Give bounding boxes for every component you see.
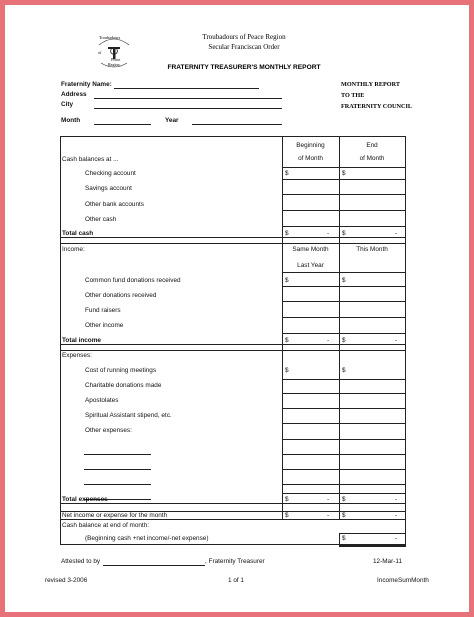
dash-value: - — [327, 337, 330, 344]
month-label: Month — [61, 117, 81, 124]
col1-header-line2: of Month — [298, 155, 323, 162]
expense-item: Charitable donations made — [85, 382, 162, 389]
dollar-sign: $ — [285, 496, 289, 503]
total-income-label: Total income — [62, 337, 101, 344]
city-label: City — [61, 101, 74, 108]
table-left-border — [60, 136, 61, 544]
dollar-sign: $ — [342, 277, 346, 284]
cell-line — [282, 194, 406, 195]
cash-item: Other bank accounts — [85, 201, 144, 208]
logo-text-peace: Peace — [111, 57, 121, 62]
final-cell-bottom-border — [339, 545, 406, 547]
cell-line — [282, 469, 406, 470]
net-income-bottom-line — [60, 519, 406, 520]
dash-value: - — [395, 535, 398, 542]
cell-line — [282, 333, 406, 334]
side-note-2: TO THE — [341, 92, 365, 99]
dash-value: - — [395, 337, 398, 344]
org-subtitle: Secular Franciscan Order — [208, 43, 280, 51]
cell-line — [282, 272, 406, 273]
fraternity-name-field[interactable] — [114, 88, 259, 89]
cash-balances-label: Cash balances at ... — [62, 156, 119, 163]
year-field[interactable] — [192, 124, 282, 125]
col2-header-line1: End — [366, 142, 378, 149]
expense-item: Spiritual Assistant stipend, etc. — [85, 412, 172, 419]
cell-line — [282, 379, 406, 380]
attested-signature-line[interactable] — [103, 565, 205, 566]
dash-value: - — [327, 512, 330, 519]
total-income-bottom-line — [60, 344, 406, 345]
dash-value: - — [395, 230, 398, 237]
dash-value: - — [395, 496, 398, 503]
col2-header-line2: of Month — [359, 155, 385, 162]
other-expense-line[interactable] — [84, 469, 151, 470]
income-item: Other income — [85, 322, 124, 329]
expense-item: Apostolates — [85, 397, 119, 404]
cell-line — [282, 439, 406, 440]
cash-end-formula: (Beginning cash +net income/-net expense) — [85, 535, 209, 542]
cell-line — [282, 210, 406, 211]
page-number: 1 of 1 — [228, 577, 244, 584]
income-col1-line2: Last Year — [297, 262, 324, 269]
total-cash-label: Total cash — [62, 230, 94, 237]
attested-label: Attested to by — [61, 558, 101, 565]
year-label: Year — [165, 117, 179, 124]
income-top-line — [60, 243, 406, 244]
dollar-sign: $ — [342, 535, 346, 542]
income-item: Fund raisers — [85, 307, 121, 314]
fraternity-name-label: Fraternity Name: — [61, 81, 112, 88]
org-name: Troubadours of Peace Region — [202, 33, 286, 41]
income-col2-header: This Month — [356, 246, 388, 253]
month-field[interactable] — [94, 124, 151, 125]
treasurer-role: , Fraternity Treasurer — [205, 558, 265, 565]
cash-item: Savings account — [85, 185, 132, 192]
other-expense-line[interactable] — [84, 454, 151, 455]
expenses-label: Expenses: — [62, 352, 92, 359]
income-item: Common fund donations received — [85, 277, 181, 284]
sheet-name: IncomeSumMonth — [377, 577, 429, 584]
cell-line — [282, 317, 406, 318]
table-right-border — [405, 136, 406, 544]
col1-header-line1: Beginning — [296, 142, 325, 149]
cell-line — [282, 301, 406, 302]
dash-value: - — [327, 230, 330, 237]
cash-end-label: Cash balance at end of month: — [62, 522, 150, 529]
cell-line — [282, 393, 406, 394]
expenses-top-line — [60, 350, 406, 351]
cell-line — [282, 286, 406, 287]
table-top-line — [60, 136, 406, 137]
dollar-sign: $ — [285, 230, 289, 237]
report-title: FRATERNITY TREASURER'S MONTHLY REPORT — [167, 64, 321, 71]
dash-value: - — [395, 512, 398, 519]
dollar-sign: $ — [342, 496, 346, 503]
dollar-sign: $ — [285, 277, 289, 284]
dollar-sign: $ — [342, 512, 346, 519]
net-income-label: Net income or expense for the month — [62, 512, 168, 519]
revised-note: revised 3-2006 — [45, 577, 88, 584]
total-cash-bottom-line — [60, 237, 406, 238]
logo-text-top: Troubadours — [99, 35, 121, 40]
dollar-sign: $ — [342, 230, 346, 237]
address-field[interactable] — [94, 98, 282, 99]
other-expense-line[interactable] — [84, 484, 151, 485]
income-item: Other donations received — [85, 292, 157, 299]
cell-line — [282, 179, 406, 180]
document-page — [5, 5, 469, 612]
cash-item: Checking account — [85, 170, 136, 177]
logo-text-of: of — [98, 50, 102, 55]
side-note-3: FRATERNITY COUNCIL — [341, 103, 412, 110]
income-col1-line1: Same Month — [292, 246, 329, 253]
cell-line — [282, 408, 406, 409]
expense-item: Other expenses: — [85, 427, 132, 434]
cell-line — [282, 493, 406, 494]
cell-line — [282, 226, 406, 227]
final-cell-top-border — [339, 533, 405, 534]
col1-left-border — [282, 136, 283, 519]
dollar-sign: $ — [285, 512, 289, 519]
city-field[interactable] — [94, 108, 282, 109]
col2-left-border — [339, 136, 340, 519]
cell-line — [282, 423, 406, 424]
dollar-sign: $ — [342, 367, 346, 374]
report-date: 12-Mar-11 — [373, 558, 403, 565]
cell-line — [282, 167, 406, 168]
dollar-sign: $ — [342, 337, 346, 344]
final-cell-left-border — [339, 533, 340, 544]
expense-item: Cost of running meetings — [85, 367, 157, 374]
side-note-1: MONTHLY REPORT — [341, 81, 400, 88]
cell-line — [282, 484, 406, 485]
dollar-sign: $ — [285, 337, 289, 344]
total-expenses-label: Total expenses — [62, 496, 108, 503]
cell-line — [282, 454, 406, 455]
income-label: Income: — [62, 246, 85, 253]
cash-item: Other cash — [85, 216, 117, 223]
dash-value: - — [327, 496, 330, 503]
total-expenses-bottom-line — [60, 503, 406, 504]
address-label: Address — [61, 91, 87, 98]
dollar-sign: $ — [285, 367, 289, 374]
logo-text-region: Region — [108, 62, 120, 67]
dollar-sign: $ — [285, 170, 289, 177]
dollar-sign: $ — [342, 170, 346, 177]
